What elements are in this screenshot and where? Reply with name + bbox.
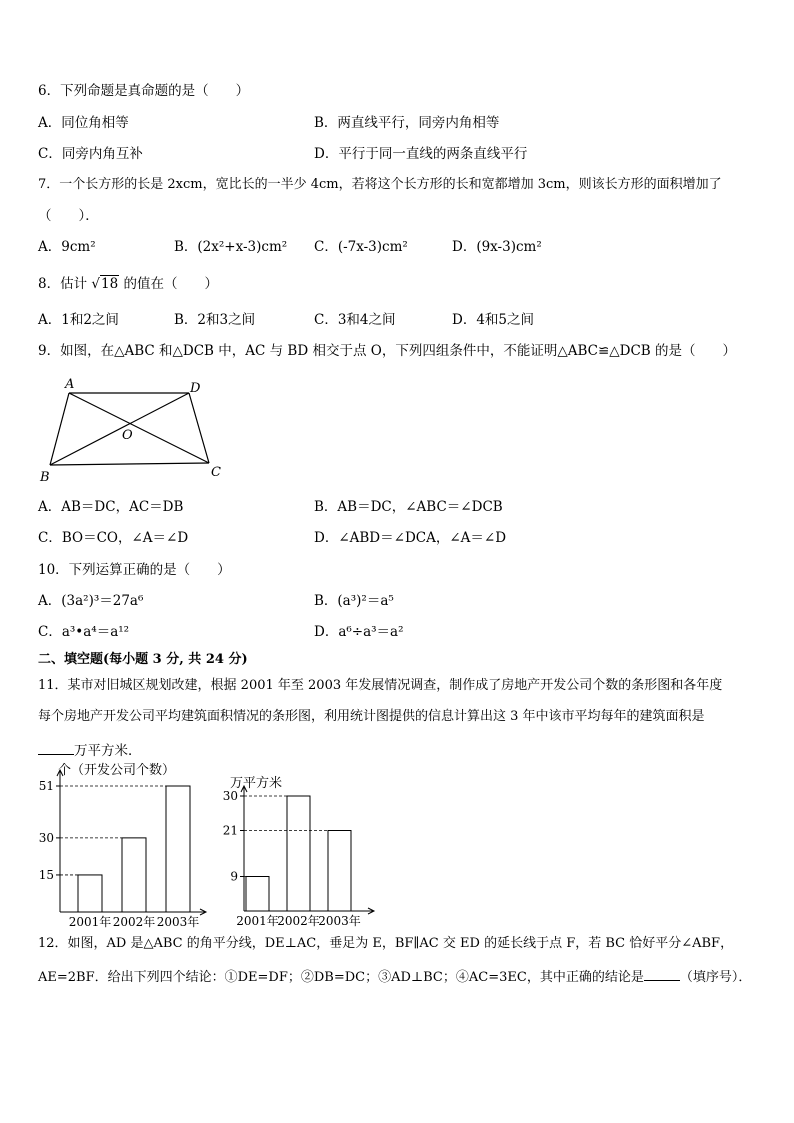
q8-stem-prefix: 8．估计 bbox=[38, 276, 88, 292]
q10-stem: 10．下列运算正确的是（ ） bbox=[38, 562, 231, 578]
bar bbox=[328, 831, 351, 912]
x-tick-label: 2001年 bbox=[236, 914, 279, 928]
label-d: D bbox=[190, 381, 201, 396]
y-tick-label: 15 bbox=[38, 867, 54, 882]
q6-stem: 6．下列命题是真命题的是（ ） bbox=[38, 83, 250, 99]
q8-stem-suffix: 的值在（ ） bbox=[123, 276, 218, 292]
bar bbox=[246, 877, 269, 912]
q7-stem-continued: （ ）． bbox=[38, 208, 99, 224]
x-tick-label: 2003年 bbox=[156, 915, 200, 929]
q10-option-a: A．(3a²)³＝27a⁶ bbox=[38, 593, 144, 609]
q12-line1: 12．如图，AD 是△ABC 的角平分线，DE⊥AC，垂足为 E，BF∥AC 交 ED 的延长线于点 F，若 BC 恰好平分∠ABF， bbox=[38, 936, 734, 951]
q8-option-a: A．1和2之间 bbox=[38, 312, 119, 328]
q9-stem: 9．如图，在△ABC 和△DCB 中，AC 与 BD 相交于点 O，下列四组条件中，不能证明△ABC≌△DCB 的是（ ） bbox=[38, 343, 737, 359]
q10-option-c: C．a³•a⁴＝a¹² bbox=[38, 624, 130, 640]
company-count-bar-chart bbox=[28, 760, 208, 930]
q6-option-c: C．同旁内角互补 bbox=[38, 146, 143, 162]
bar bbox=[122, 838, 146, 912]
q11-line3 bbox=[38, 740, 142, 760]
label-a: A bbox=[65, 377, 75, 392]
label-b: B bbox=[40, 470, 50, 485]
y-tick-label: 21 bbox=[222, 823, 238, 838]
q6-option-b: B．两直线平行，同旁内角相等 bbox=[314, 115, 500, 131]
answer-blank bbox=[38, 740, 74, 755]
y-tick-label: 30 bbox=[222, 789, 238, 803]
q8-option-c: C．3和4之间 bbox=[314, 312, 396, 328]
bar bbox=[166, 786, 190, 912]
bar bbox=[78, 875, 102, 912]
building-area-bar-chart bbox=[222, 772, 377, 930]
section-heading: 二、填空题(每小题 3 分, 共 24 分) bbox=[38, 652, 248, 667]
y-axis-label: 万平方米 bbox=[230, 776, 283, 791]
q7-option-d: D．(9x-3)cm² bbox=[452, 239, 542, 255]
q8-stem bbox=[38, 275, 218, 293]
q12-line2-text: AE=2BF．给出下列四个结论：①DE=DF；②DB=DC；③AD⊥BC；④AC=3EC，其中正确的结论是 bbox=[38, 970, 644, 985]
q10-option-b: B．(a³)²＝a⁵ bbox=[314, 593, 394, 609]
y-axis-label: 个（开发公司个数） bbox=[58, 763, 176, 778]
y-tick-label: 30 bbox=[38, 830, 54, 845]
q9-option-a: A．AB＝DC，AC＝DB bbox=[38, 499, 184, 515]
q11-line2: 每个房地产开发公司平均建筑面积情况的条形图，利用统计图提供的信息计算出这 3 年中该市平均每年的建筑面积是 bbox=[38, 709, 705, 724]
q7-option-b: B．(2x²+x-3)cm² bbox=[174, 239, 288, 255]
y-tick-label: 9 bbox=[230, 869, 238, 884]
q12-line2 bbox=[38, 966, 751, 987]
q6-option-a: A．同位角相等 bbox=[38, 115, 129, 131]
q7-stem: 7．一个长方形的长是 2xcm，宽比长的一半少 4cm，若将这个长方形的长和宽都增加 3cm，则该长方形的面积增加了 bbox=[38, 177, 722, 192]
sqrt-symbol: √ bbox=[91, 276, 100, 292]
label-c: C bbox=[211, 465, 221, 480]
q10-option-d: D．a⁶÷a³＝a² bbox=[314, 624, 404, 640]
x-tick-label: 2002年 bbox=[112, 915, 156, 929]
q12-line2-end: （填序号）． bbox=[679, 970, 752, 985]
q8-option-b: B．2和3之间 bbox=[174, 312, 256, 328]
y-tick-label: 51 bbox=[38, 779, 54, 793]
q8-option-d: D．4和5之间 bbox=[452, 312, 535, 328]
bar bbox=[287, 796, 310, 911]
q9-option-c: C．BO＝CO，∠A＝∠D bbox=[38, 530, 189, 546]
q8-radicand: 18 bbox=[101, 276, 119, 292]
answer-blank bbox=[644, 966, 680, 981]
q11-line1: 11．某市对旧城区规划改建，根据 2001 年至 2003 年发展情况调查，制作成了房地产开发公司个数的条形图和各年度 bbox=[38, 678, 723, 693]
q7-option-a: A．9cm² bbox=[38, 239, 96, 255]
x-tick-label: 2002年 bbox=[277, 914, 320, 928]
x-tick-label: 2003年 bbox=[318, 914, 361, 928]
q7-option-c: C．(-7x-3)cm² bbox=[314, 239, 408, 255]
q11-unit: 万平方米． bbox=[74, 743, 142, 759]
q9-option-d: D．∠ABD＝∠DCA，∠A＝∠D bbox=[314, 530, 507, 546]
x-tick-label: 2001年 bbox=[68, 915, 112, 929]
q9-quadrilateral-figure bbox=[36, 372, 236, 487]
q6-option-d: D．平行于同一直线的两条直线平行 bbox=[314, 146, 528, 162]
label-o: O bbox=[122, 428, 133, 443]
q9-option-b: B．AB＝DC，∠ABC＝∠DCB bbox=[314, 499, 503, 515]
